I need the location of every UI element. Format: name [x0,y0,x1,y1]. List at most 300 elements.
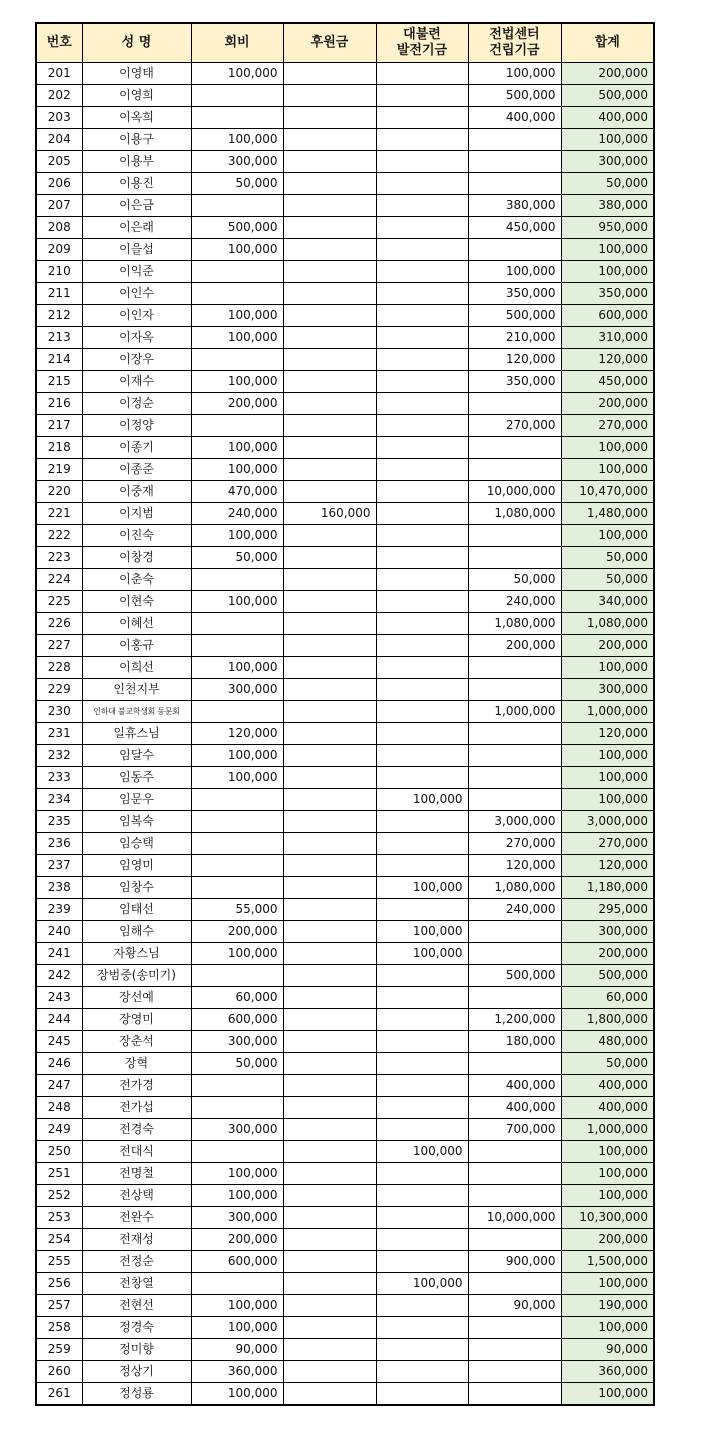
cell-center: 210,000 [468,327,561,349]
cell-fund: 100,000 [376,921,468,943]
cell-name: 이중재 [82,481,191,503]
table-row [36,415,654,437]
table-row [36,657,654,679]
cell-fund [376,613,468,635]
cell-center: 90,000 [468,1295,561,1317]
cell-name: 전가섭 [82,1097,191,1119]
cell-center: 380,000 [468,195,561,217]
cell-donation [283,327,376,349]
table-row [36,1317,654,1339]
cell-no: 225 [36,591,82,613]
table-row [36,459,654,481]
header-no: 번호 [36,23,82,63]
cell-center [468,1273,561,1295]
cell-donation [283,1031,376,1053]
cell-no: 229 [36,679,82,701]
cell-donation [283,1317,376,1339]
cell-fee: 200,000 [191,921,283,943]
cell-total: 350,000 [561,283,654,305]
cell-fee [191,283,283,305]
cell-name: 이영희 [82,85,191,107]
table-row [36,855,654,877]
cell-fee [191,349,283,371]
cell-donation [283,85,376,107]
cell-no: 215 [36,371,82,393]
cell-total: 100,000 [561,1163,654,1185]
cell-no: 213 [36,327,82,349]
cell-fee: 360,000 [191,1361,283,1383]
cell-fee: 90,000 [191,1339,283,1361]
cell-no: 235 [36,811,82,833]
cell-fee [191,1075,283,1097]
cell-fee [191,811,283,833]
table-row [36,833,654,855]
cell-total: 10,470,000 [561,481,654,503]
cell-fee: 100,000 [191,943,283,965]
cell-name: 전현선 [82,1295,191,1317]
header-center-line1: 전법센터 [489,27,540,42]
cell-fund [376,261,468,283]
cell-name: 이인수 [82,283,191,305]
table-row [36,701,654,723]
cell-fee: 200,000 [191,1229,283,1251]
cell-no: 236 [36,833,82,855]
cell-fund [376,965,468,987]
cell-donation [283,1339,376,1361]
cell-total: 300,000 [561,679,654,701]
cell-total: 1,500,000 [561,1251,654,1273]
cell-no: 216 [36,393,82,415]
cell-fee: 100,000 [191,305,283,327]
cell-fund [376,371,468,393]
cell-center: 10,000,000 [468,481,561,503]
cell-donation [283,1141,376,1163]
cell-name: 임복숙 [82,811,191,833]
cell-total: 1,000,000 [561,701,654,723]
cell-fund [376,305,468,327]
cell-center [468,1053,561,1075]
cell-total: 500,000 [561,965,654,987]
cell-center: 100,000 [468,261,561,283]
cell-center: 180,000 [468,1031,561,1053]
cell-no: 258 [36,1317,82,1339]
cell-donation [283,151,376,173]
cell-fee: 100,000 [191,1185,283,1207]
cell-donation [283,1229,376,1251]
cell-fund [376,987,468,1009]
cell-name: 이혜선 [82,613,191,635]
cell-total: 1,480,000 [561,503,654,525]
cell-donation [283,701,376,723]
cell-center [468,1141,561,1163]
cell-donation [283,349,376,371]
cell-fund [376,1251,468,1273]
cell-name: 정경숙 [82,1317,191,1339]
cell-fee: 100,000 [191,1317,283,1339]
cell-no: 202 [36,85,82,107]
cell-total: 1,000,000 [561,1119,654,1141]
cell-fee: 100,000 [191,657,283,679]
cell-donation [283,129,376,151]
table-body [36,63,654,1406]
table-row [36,569,654,591]
cell-total: 450,000 [561,371,654,393]
cell-name: 임태선 [82,899,191,921]
cell-total: 100,000 [561,437,654,459]
cell-donation [283,1119,376,1141]
cell-no: 244 [36,1009,82,1031]
cell-no: 206 [36,173,82,195]
table-row [36,965,654,987]
cell-total: 50,000 [561,1053,654,1075]
cell-center [468,987,561,1009]
cell-donation [283,877,376,899]
cell-fund [376,85,468,107]
table-row [36,591,654,613]
cell-donation [283,745,376,767]
cell-center: 120,000 [468,349,561,371]
cell-center [468,789,561,811]
cell-name: 전상택 [82,1185,191,1207]
cell-fee [191,85,283,107]
cell-donation [283,1009,376,1031]
cell-center: 270,000 [468,415,561,437]
table-row [36,217,654,239]
cell-no: 212 [36,305,82,327]
cell-donation [283,63,376,85]
cell-name: 임달수 [82,745,191,767]
cell-fund [376,107,468,129]
cell-name: 이현숙 [82,591,191,613]
cell-fund [376,679,468,701]
cell-fee: 120,000 [191,723,283,745]
header-row [36,23,654,63]
cell-fee [191,1097,283,1119]
cell-fee: 100,000 [191,371,283,393]
cell-name: 이자옥 [82,327,191,349]
table-row [36,1031,654,1053]
cell-fund [376,349,468,371]
cell-total: 400,000 [561,1097,654,1119]
cell-name: 전창열 [82,1273,191,1295]
cell-fund: 100,000 [376,877,468,899]
cell-donation [283,217,376,239]
cell-total: 100,000 [561,1141,654,1163]
cell-center [468,657,561,679]
cell-name: 정미향 [82,1339,191,1361]
cell-no: 218 [36,437,82,459]
cell-donation [283,1251,376,1273]
table-row [36,899,654,921]
table-row [36,1295,654,1317]
table-row [36,283,654,305]
cell-donation [283,459,376,481]
cell-fee [191,789,283,811]
cell-fee [191,1273,283,1295]
cell-total: 950,000 [561,217,654,239]
cell-center: 200,000 [468,635,561,657]
cell-total: 200,000 [561,1229,654,1251]
cell-fee: 100,000 [191,239,283,261]
cell-total: 1,800,000 [561,1009,654,1031]
table-row [36,1053,654,1075]
cell-fund [376,151,468,173]
cell-donation [283,679,376,701]
cell-total: 1,080,000 [561,613,654,635]
cell-donation [283,591,376,613]
cell-center: 450,000 [468,217,561,239]
cell-donation [283,657,376,679]
cell-center [468,151,561,173]
cell-fee: 500,000 [191,217,283,239]
cell-donation [283,525,376,547]
cell-center: 50,000 [468,569,561,591]
table-row [36,151,654,173]
cell-name: 이을섭 [82,239,191,261]
cell-donation [283,1075,376,1097]
cell-total: 3,000,000 [561,811,654,833]
cell-donation [283,239,376,261]
cell-total: 480,000 [561,1031,654,1053]
cell-donation [283,899,376,921]
table-header [36,23,654,63]
cell-no: 256 [36,1273,82,1295]
cell-total: 190,000 [561,1295,654,1317]
cell-donation [283,371,376,393]
cell-fee: 300,000 [191,1031,283,1053]
cell-center: 1,000,000 [468,701,561,723]
table-row [36,745,654,767]
cell-fee: 100,000 [191,767,283,789]
cell-name: 장범중(송미기) [82,965,191,987]
cell-fund [376,283,468,305]
cell-donation [283,173,376,195]
cell-total: 100,000 [561,261,654,283]
cell-fee [191,569,283,591]
cell-no: 211 [36,283,82,305]
cell-no: 207 [36,195,82,217]
cell-no: 255 [36,1251,82,1273]
cell-fund [376,481,468,503]
cell-total: 200,000 [561,943,654,965]
cell-center [468,1163,561,1185]
cell-fee [191,833,283,855]
cell-fund [376,63,468,85]
cell-no: 204 [36,129,82,151]
cell-center [468,1361,561,1383]
cell-total: 300,000 [561,151,654,173]
cell-total: 295,000 [561,899,654,921]
cell-center [468,745,561,767]
cell-no: 208 [36,217,82,239]
table-row [36,1075,654,1097]
cell-center [468,1229,561,1251]
table-row [36,613,654,635]
cell-donation [283,943,376,965]
cell-no: 248 [36,1097,82,1119]
cell-fee: 100,000 [191,525,283,547]
cell-name: 이진숙 [82,525,191,547]
table-row [36,129,654,151]
cell-no: 228 [36,657,82,679]
cell-center [468,767,561,789]
cell-no: 239 [36,899,82,921]
cell-fee: 100,000 [191,745,283,767]
table-row [36,987,654,1009]
table-row [36,481,654,503]
cell-fund [376,855,468,877]
cell-fund [376,547,468,569]
cell-fee: 300,000 [191,1119,283,1141]
cell-name: 전완수 [82,1207,191,1229]
cell-fee: 100,000 [191,459,283,481]
cell-name: 임영미 [82,855,191,877]
cell-fee: 300,000 [191,1207,283,1229]
cell-donation [283,415,376,437]
cell-no: 233 [36,767,82,789]
cell-name: 이용부 [82,151,191,173]
cell-total: 400,000 [561,107,654,129]
header-fee: 회비 [191,23,283,63]
cell-name: 정상기 [82,1361,191,1383]
cell-fee [191,415,283,437]
cell-center [468,437,561,459]
cell-fee: 300,000 [191,679,283,701]
cell-total: 1,180,000 [561,877,654,899]
cell-fee: 100,000 [191,1383,283,1406]
cell-name: 이용진 [82,173,191,195]
cell-total: 500,000 [561,85,654,107]
cell-total: 600,000 [561,305,654,327]
cell-donation [283,437,376,459]
cell-fee [191,613,283,635]
cell-center: 350,000 [468,283,561,305]
table-row [36,1185,654,1207]
table-row [36,371,654,393]
cell-total: 50,000 [561,173,654,195]
cell-total: 100,000 [561,1317,654,1339]
cell-fee: 50,000 [191,1053,283,1075]
header-name: 성 명 [82,23,191,63]
cell-fund: 100,000 [376,1141,468,1163]
cell-name: 장춘석 [82,1031,191,1053]
cell-fund [376,129,468,151]
table-row [36,327,654,349]
cell-no: 232 [36,745,82,767]
cell-name: 이익준 [82,261,191,283]
table-row [36,305,654,327]
cell-no: 257 [36,1295,82,1317]
cell-donation [283,283,376,305]
cell-name: 이종준 [82,459,191,481]
cell-total: 100,000 [561,129,654,151]
cell-total: 50,000 [561,569,654,591]
cell-name: 자황스님 [82,943,191,965]
cell-name: 이옥희 [82,107,191,129]
cell-total: 120,000 [561,723,654,745]
cell-donation [283,635,376,657]
cell-no: 220 [36,481,82,503]
cell-donation [283,1097,376,1119]
cell-no: 221 [36,503,82,525]
cell-donation [283,987,376,1009]
cell-fee: 100,000 [191,1163,283,1185]
cell-donation [283,195,376,217]
cell-name: 이은래 [82,217,191,239]
cell-name: 전재성 [82,1229,191,1251]
cell-name: 이장우 [82,349,191,371]
cell-fund [376,701,468,723]
cell-center [468,723,561,745]
table-row [36,635,654,657]
cell-no: 231 [36,723,82,745]
cell-fund [376,569,468,591]
cell-fund [376,525,468,547]
cell-no: 217 [36,415,82,437]
cell-fund [376,1383,468,1406]
cell-no: 237 [36,855,82,877]
cell-fund [376,1207,468,1229]
cell-total: 50,000 [561,547,654,569]
table-row [36,525,654,547]
cell-fund [376,811,468,833]
cell-fee: 100,000 [191,1295,283,1317]
cell-fee: 100,000 [191,327,283,349]
cell-center: 400,000 [468,107,561,129]
cell-fee: 50,000 [191,173,283,195]
cell-center [468,393,561,415]
cell-fee [191,1141,283,1163]
cell-total: 310,000 [561,327,654,349]
table-row [36,1251,654,1273]
cell-fee: 200,000 [191,393,283,415]
cell-fund [376,1097,468,1119]
cell-fund [376,591,468,613]
table-row [36,811,654,833]
cell-total: 100,000 [561,1273,654,1295]
contribution-table [35,22,655,1406]
cell-donation [283,547,376,569]
cell-fund: 100,000 [376,789,468,811]
cell-fee: 100,000 [191,591,283,613]
cell-center: 400,000 [468,1075,561,1097]
cell-fund [376,1119,468,1141]
cell-fee: 100,000 [191,437,283,459]
table-row [36,1229,654,1251]
cell-total: 10,300,000 [561,1207,654,1229]
cell-donation [283,1273,376,1295]
cell-fee [191,635,283,657]
cell-fee: 100,000 [191,129,283,151]
cell-no: 246 [36,1053,82,1075]
table-row [36,679,654,701]
cell-total: 100,000 [561,767,654,789]
cell-fund [376,1229,468,1251]
table-row [36,107,654,129]
cell-no: 253 [36,1207,82,1229]
cell-total: 270,000 [561,415,654,437]
cell-center: 1,200,000 [468,1009,561,1031]
table-row [36,261,654,283]
cell-fund [376,635,468,657]
cell-fee: 50,000 [191,547,283,569]
cell-total: 100,000 [561,789,654,811]
cell-center: 700,000 [468,1119,561,1141]
table-row [36,1119,654,1141]
cell-name: 인하대 불교학생회 동문회 [82,701,191,723]
header-fund [376,23,468,63]
cell-fee [191,855,283,877]
